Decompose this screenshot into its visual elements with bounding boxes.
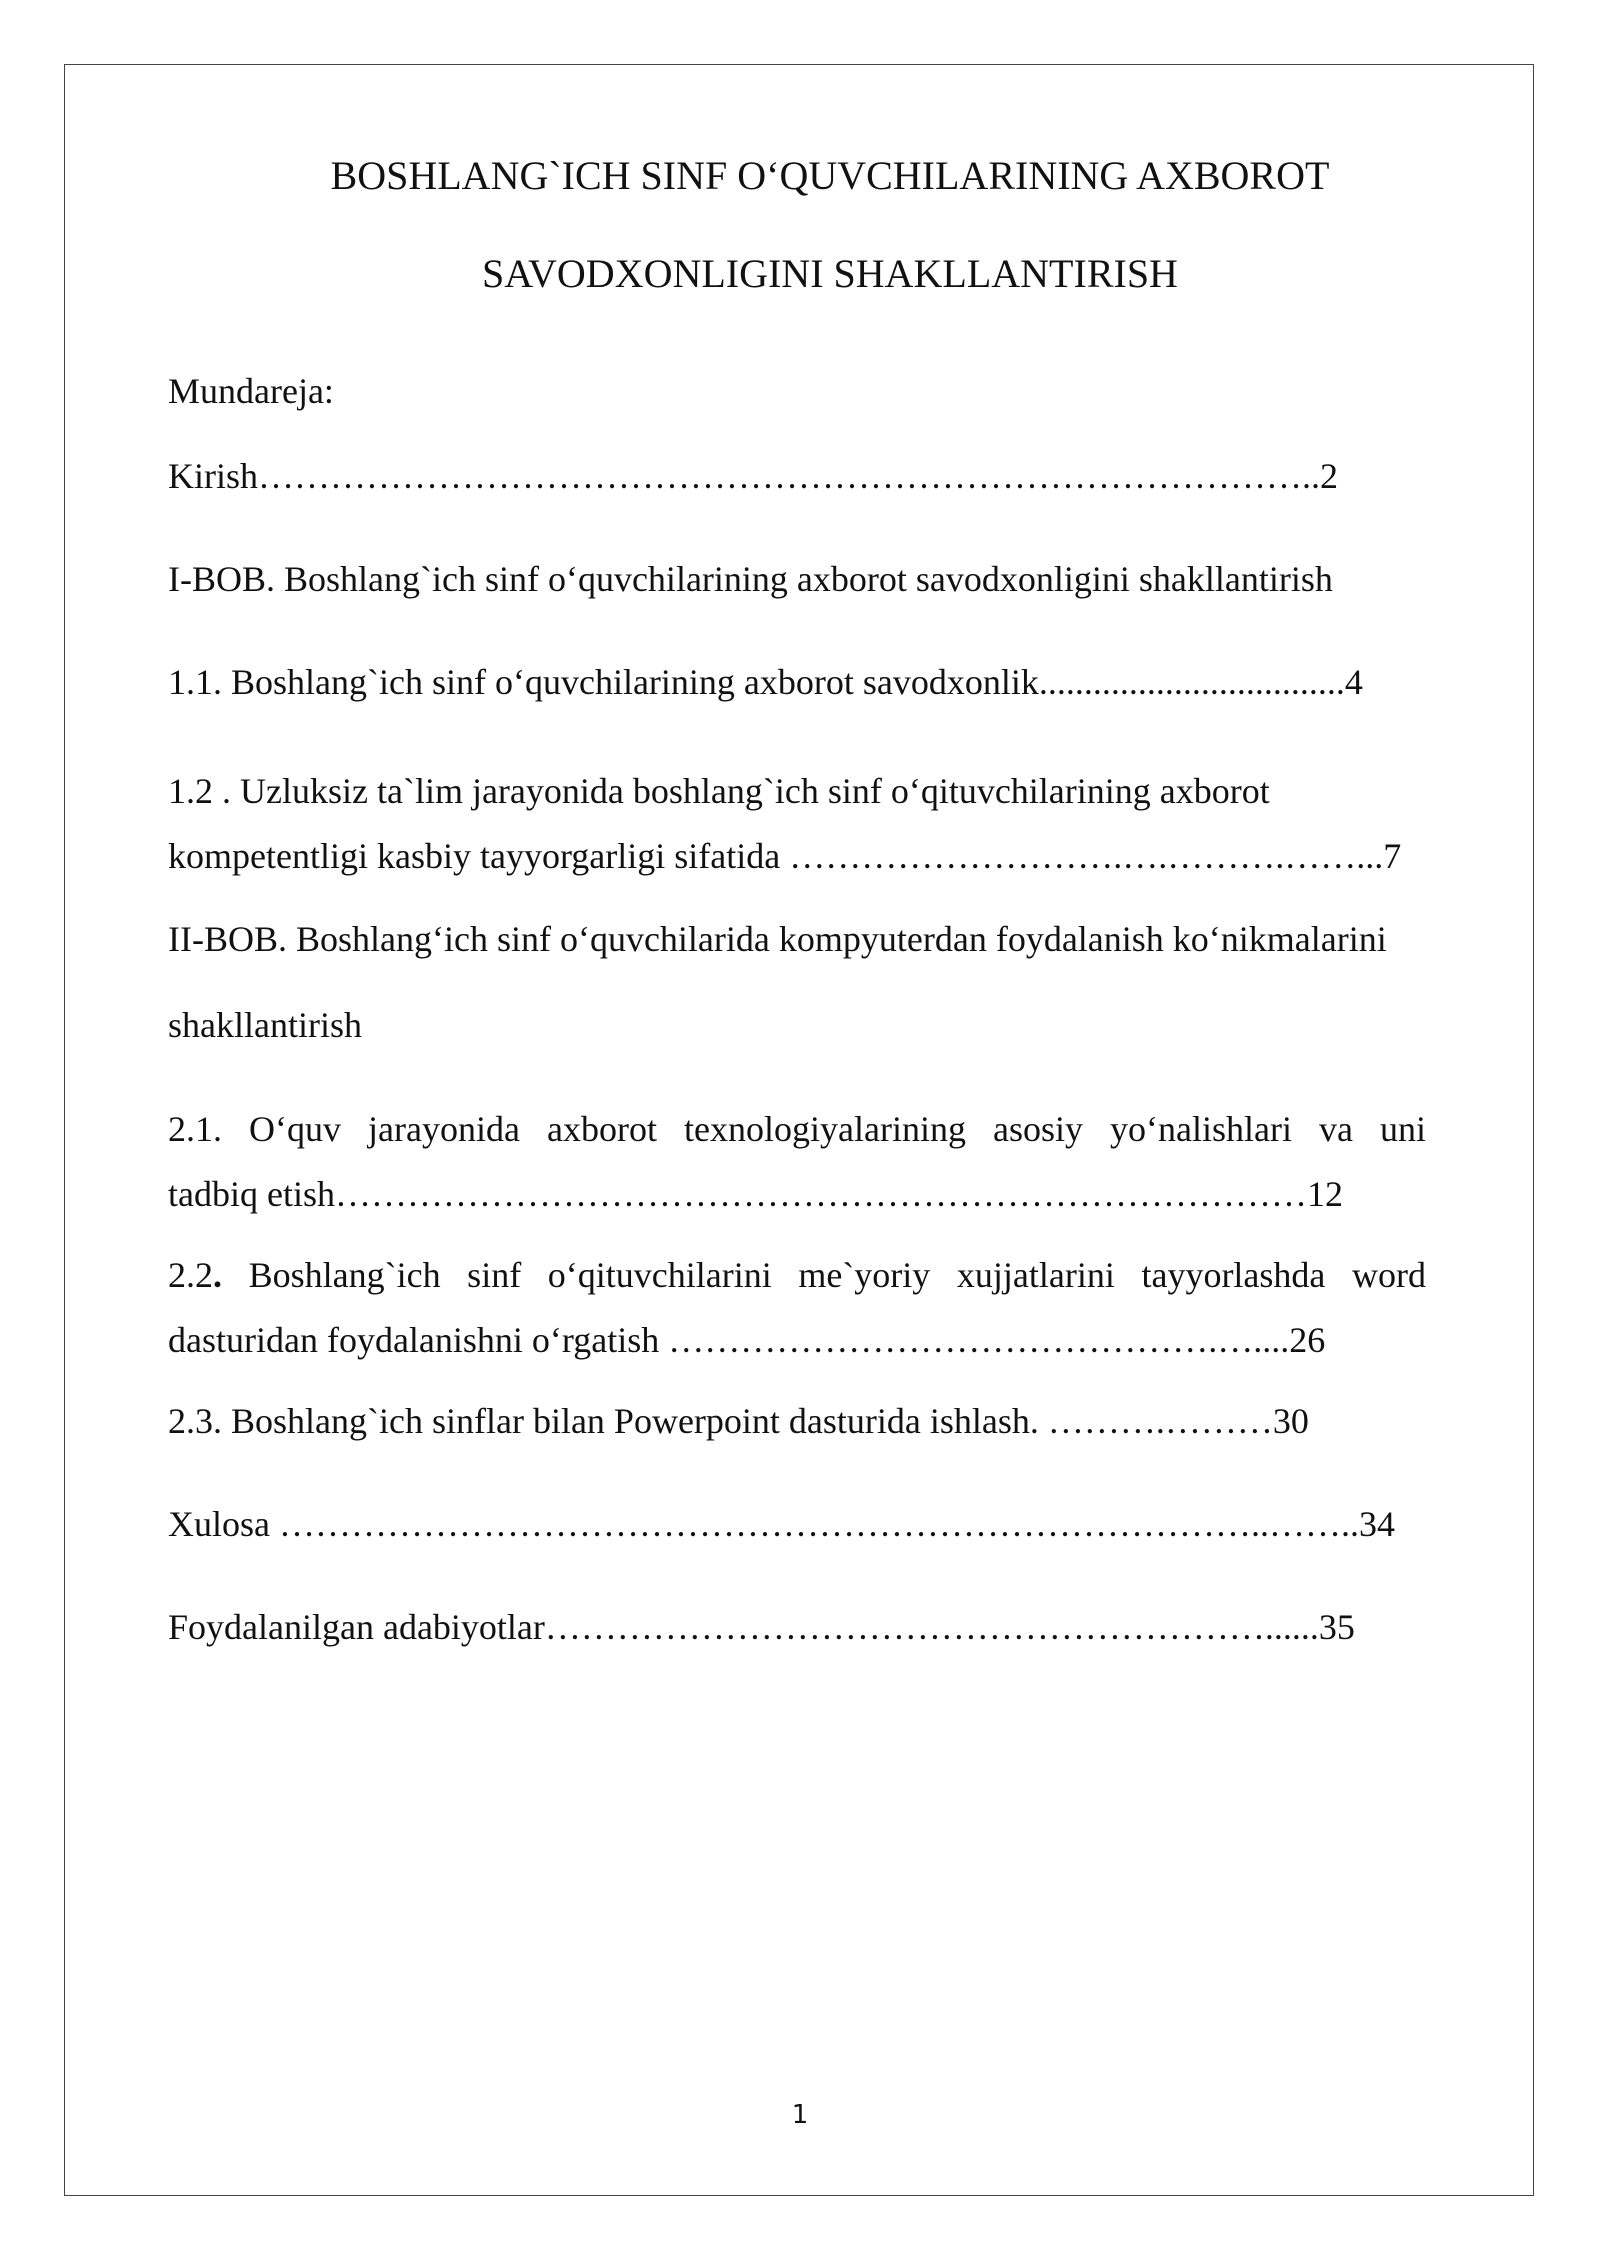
toc-entry-2-2-number: 2.2 xyxy=(168,1255,213,1295)
toc-entry-1-1: 1.1. Boshlang`ich sinf o‘quvchilarining axborot savodxonlik..................................4 xyxy=(168,662,1363,702)
toc-entry-2-2-title: Boshlang`ich sinf o‘qituvchilarini me`yoriy xujjatlarini tayyorlashda word xyxy=(222,1255,1426,1295)
toc-entry-1-2-line-2: kompetentligi kasbiy tayyorgarligi sifatida ……………………….….……….……...7 xyxy=(168,836,1402,876)
toc-entry-1-2-line-1: 1.2 . Uzluksiz ta`lim jarayonida boshlang`ich sinf o‘qituvchilarining axborot xyxy=(168,771,1270,811)
toc-entry-2-2-line-1 xyxy=(168,1254,1426,1296)
toc-entry-chapter-2-line-1: II-BOB. Boshlang‘ich sinf o‘quvchilarida kompyuterdan foydalanish ko‘nikmalarini xyxy=(168,919,1387,959)
toc-entry-chapter-2-line-2: shakllantirish xyxy=(168,1005,362,1045)
toc-entry-chapter-1: I-BOB. Boshlang`ich sinf o‘quvchilarining axborot savodxonligini shakllantirish xyxy=(168,559,1333,599)
toc-entry-2-2-line-2: dasturidan foydalanishni o‘rgatish ……………………………………….…....26 xyxy=(168,1320,1326,1360)
page-number: 1 xyxy=(791,2100,809,2130)
toc-entry-references: Foydalanilgan adabiyotlar……………………………………………………......35 xyxy=(168,1607,1355,1647)
toc-entry-conclusion: Xulosa ………………………………………………………………………..……..34 xyxy=(168,1504,1395,1544)
toc-entry-2-2-bold-dot: . xyxy=(213,1255,222,1295)
toc-entry-2-3: 2.3. Boshlang`ich sinflar bilan Powerpoint dasturida ishlash. ……….………30 xyxy=(168,1401,1309,1441)
document-title-line-2: SAVODXONLIGINI SHAKLLANTIRISH xyxy=(482,251,1178,296)
toc-entry-2-1-line-1: 2.1. O‘quv jarayonida axborot texnologiyalarining asosiy yo‘nalishlari va uni xyxy=(168,1109,1426,1149)
document-title-line-1: BOSHLANG`ICH SINF O‘QUVCHILARINING AXBOROT xyxy=(330,153,1330,198)
toc-entry-introduction: Kirish……………………………………………………………………………..2 xyxy=(168,456,1338,496)
toc-heading: Mundareja: xyxy=(168,371,334,411)
toc-entry-2-1-line-2: tadbiq etish………………………………………………………………………12 xyxy=(168,1174,1343,1214)
